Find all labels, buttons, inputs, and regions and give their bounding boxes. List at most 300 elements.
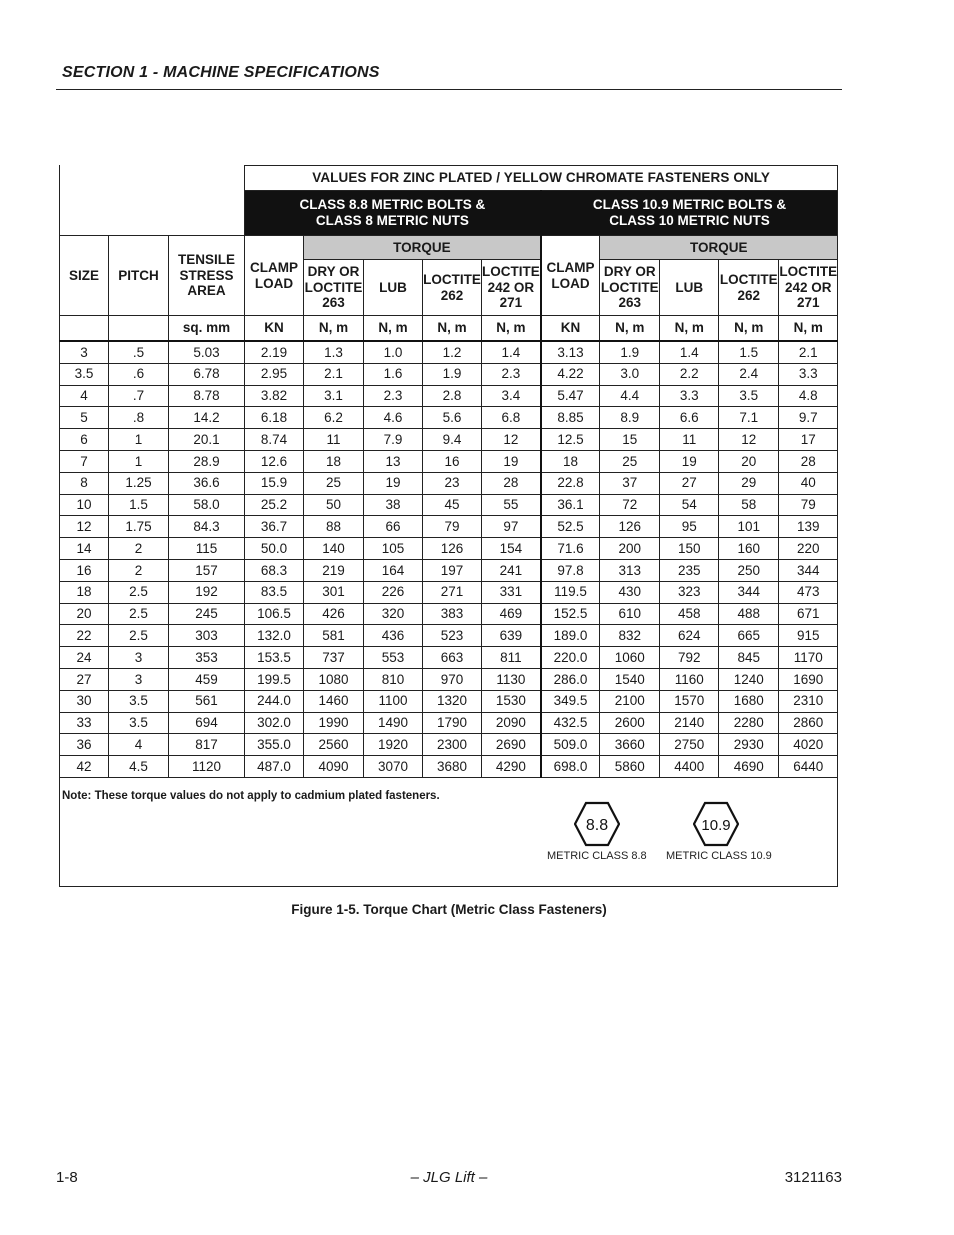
table-cell: 1.3	[304, 341, 364, 363]
table-cell: 20	[60, 603, 109, 625]
table-cell: 12.5	[541, 429, 600, 451]
header-line: TENSILE	[177, 252, 235, 268]
table-cell: 6.78	[169, 363, 245, 385]
table-row	[60, 363, 838, 385]
table-cell: 553	[364, 647, 423, 669]
table-cell: 192	[169, 581, 245, 603]
table-cell: 153.5	[245, 647, 304, 669]
figure-caption: Figure 1-5. Torque Chart (Metric Class Fasteners)	[291, 902, 607, 917]
table-row	[60, 603, 838, 625]
table-cell: 1160	[660, 668, 719, 690]
table-cell: 68.3	[245, 559, 304, 581]
table-row	[60, 668, 838, 690]
table-cell: 71.6	[541, 538, 600, 560]
column-header-clamp-load	[541, 236, 600, 316]
table-cell: 737	[304, 647, 364, 669]
table-cell: 458	[660, 603, 719, 625]
table-cell: 29	[719, 472, 779, 494]
header-line: LOCTITE	[600, 279, 659, 295]
table-cell: 22	[60, 625, 109, 647]
torque-col-loctite-262	[719, 260, 779, 316]
table-cell: 5.6	[423, 407, 482, 429]
table-cell: 1	[109, 429, 169, 451]
table-cell: 119.5	[541, 581, 600, 603]
header-line: DRY OR	[307, 264, 360, 280]
table-cell: 5.47	[541, 385, 600, 407]
header-line: 262	[440, 287, 464, 303]
table-cell: 610	[600, 603, 660, 625]
table-cell: 3.0	[600, 363, 660, 385]
table-cell: 6	[60, 429, 109, 451]
table-cell: 20	[719, 450, 779, 472]
table-cell: 28	[482, 472, 541, 494]
table-cell: 1990	[304, 712, 364, 734]
table-cell: 6440	[779, 756, 838, 778]
table-cell: 250	[719, 559, 779, 581]
table-cell: 488	[719, 603, 779, 625]
table-cell: 487.0	[245, 756, 304, 778]
table-cell: 197	[423, 559, 482, 581]
table-cell: 436	[364, 625, 423, 647]
table-cell: 132.0	[245, 625, 304, 647]
table-cell: 1080	[304, 668, 364, 690]
table-cell: 160	[719, 538, 779, 560]
table-cell: 344	[719, 581, 779, 603]
table-cell: 244.0	[245, 690, 304, 712]
table-cell: 2090	[482, 712, 541, 734]
table-cell: 19	[364, 472, 423, 494]
table-cell: 3.5	[60, 363, 109, 385]
table-row	[60, 690, 838, 712]
table-cell: 97.8	[541, 559, 600, 581]
table-cell: 469	[482, 603, 541, 625]
torque-header: TORQUE	[304, 236, 541, 260]
table-cell: 27	[60, 668, 109, 690]
table-cell: 16	[60, 559, 109, 581]
table-cell: 1.0	[364, 341, 423, 363]
table-cell: 154	[482, 538, 541, 560]
table-cell: 3.82	[245, 385, 304, 407]
table-cell: 430	[600, 581, 660, 603]
table-cell: 8.74	[245, 429, 304, 451]
table-cell: 3.4	[482, 385, 541, 407]
table-cell: 3.3	[660, 385, 719, 407]
table-cell: 3070	[364, 756, 423, 778]
table-cell: 302.0	[245, 712, 304, 734]
table-cell: 28	[779, 450, 838, 472]
header-line: AREA	[187, 283, 226, 299]
table-cell: 10	[60, 494, 109, 516]
header-line: CLAMP	[250, 259, 298, 275]
table-cell: 970	[423, 668, 482, 690]
table-cell: 1130	[482, 668, 541, 690]
table-cell: 1120	[169, 756, 245, 778]
table-cell: .8	[109, 407, 169, 429]
table-cell: 2560	[304, 734, 364, 756]
table-cell: 3	[109, 647, 169, 669]
table-row	[60, 559, 838, 581]
table-cell: 1.6	[364, 363, 423, 385]
table-cell: 1.5	[719, 341, 779, 363]
table-cell: 313	[600, 559, 660, 581]
badge-mark-8-8: 8.8	[585, 817, 609, 834]
header-line: LUB	[379, 279, 407, 295]
table-cell: 624	[660, 625, 719, 647]
page-number: 1-8	[56, 1169, 78, 1186]
table-cell: 8.78	[169, 385, 245, 407]
table-cell: 5	[60, 407, 109, 429]
header-line: 271	[499, 295, 523, 311]
table-cell: 25	[600, 450, 660, 472]
table-cell: 2100	[600, 690, 660, 712]
table-cell: 2.8	[423, 385, 482, 407]
table-row	[60, 647, 838, 669]
table-cell: 126	[423, 538, 482, 560]
table-cell: 18	[60, 581, 109, 603]
unit-cell-blank	[109, 316, 169, 342]
unit-cell: N, m	[779, 316, 838, 342]
metric-class-10-9-hex-icon	[693, 801, 739, 847]
table-row	[60, 385, 838, 407]
table-cell: 37	[600, 472, 660, 494]
table-cell: 11	[304, 429, 364, 451]
table-cell: 5.03	[169, 341, 245, 363]
table-cell: 66	[364, 516, 423, 538]
table-cell: 27	[660, 472, 719, 494]
section-divider	[56, 89, 842, 90]
table-cell: 115	[169, 538, 245, 560]
header-line: 242 OR	[487, 279, 535, 295]
torque-header: TORQUE	[600, 236, 838, 260]
table-cell: 2.3	[364, 385, 423, 407]
badge-mark-10-9: 10.9	[701, 817, 731, 834]
unit-cell: N, m	[364, 316, 423, 342]
table-cell: 14	[60, 538, 109, 560]
torque-table	[59, 165, 838, 778]
table-cell: 38	[364, 494, 423, 516]
footer-publisher: – JLG Lift –	[410, 1169, 488, 1186]
table-cell: 7.1	[719, 407, 779, 429]
table-cell: 663	[423, 647, 482, 669]
table-cell: 353	[169, 647, 245, 669]
table-cell: 4400	[660, 756, 719, 778]
header-line: LOCTITE	[423, 271, 481, 287]
table-cell: 4	[60, 385, 109, 407]
table-cell: 6.2	[304, 407, 364, 429]
torque-col-loctite-262	[423, 260, 482, 316]
table-cell: 200	[600, 538, 660, 560]
table-cell: 271	[423, 581, 482, 603]
table-cell: 36.7	[245, 516, 304, 538]
table-cell: 6.8	[482, 407, 541, 429]
column-header-clamp-load	[245, 236, 304, 316]
table-cell: 2930	[719, 734, 779, 756]
unit-cell: N, m	[423, 316, 482, 342]
header-line: LOAD	[551, 275, 590, 291]
unit-cell: N, m	[482, 316, 541, 342]
table-cell: 30	[60, 690, 109, 712]
table-cell: 1170	[779, 647, 838, 669]
table-cell: 33	[60, 712, 109, 734]
table-cell: 14.2	[169, 407, 245, 429]
table-cell: 331	[482, 581, 541, 603]
table-cell: 1.75	[109, 516, 169, 538]
table-cell: 2.5	[109, 625, 169, 647]
table-cell: .7	[109, 385, 169, 407]
group-header-line: CLASS 10.9 METRIC BOLTS &	[592, 197, 787, 213]
table-cell: 3.13	[541, 341, 600, 363]
table-cell: 303	[169, 625, 245, 647]
table-cell: 301	[304, 581, 364, 603]
table-cell: 915	[779, 625, 838, 647]
table-cell: 5860	[600, 756, 660, 778]
table-cell: 199.5	[245, 668, 304, 690]
table-cell: 18	[541, 450, 600, 472]
table-cell: 189.0	[541, 625, 600, 647]
table-cell: 694	[169, 712, 245, 734]
badge-label-10-9: METRIC CLASS 10.9	[666, 850, 772, 862]
group-header-line: CLASS 8.8 METRIC BOLTS &	[299, 197, 486, 213]
table-row	[60, 407, 838, 429]
table-cell: 157	[169, 559, 245, 581]
table-cell: 12	[719, 429, 779, 451]
table-row	[60, 516, 838, 538]
table-cell: 4090	[304, 756, 364, 778]
table-cell: .5	[109, 341, 169, 363]
table-row	[60, 756, 838, 778]
table-cell: 52.5	[541, 516, 600, 538]
table-cell: 1	[109, 450, 169, 472]
table-cell: 126	[600, 516, 660, 538]
unit-cell: N, m	[660, 316, 719, 342]
unit-cell: sq. mm	[169, 316, 245, 342]
table-cell: 810	[364, 668, 423, 690]
table-cell: 4	[109, 734, 169, 756]
table-cell: 2860	[779, 712, 838, 734]
table-cell: 509.0	[541, 734, 600, 756]
table-cell: 79	[779, 494, 838, 516]
table-row	[60, 734, 838, 756]
header-line: LOCTITE	[779, 264, 838, 280]
table-cell: 19	[482, 450, 541, 472]
table-cell: 817	[169, 734, 245, 756]
table-cell: 2310	[779, 690, 838, 712]
table-cell: 4020	[779, 734, 838, 756]
table-cell: 2.19	[245, 341, 304, 363]
table-cell: 7	[60, 450, 109, 472]
header-line: 263	[618, 295, 642, 311]
header-line: LOCTITE	[482, 264, 540, 280]
torque-col-lub	[364, 260, 423, 316]
table-cell: 426	[304, 603, 364, 625]
table-cell: 1.9	[600, 341, 660, 363]
table-cell: 18	[304, 450, 364, 472]
table-cell: 25	[304, 472, 364, 494]
table-cell: 344	[779, 559, 838, 581]
table-cell: 6.6	[660, 407, 719, 429]
table-cell: 7.9	[364, 429, 423, 451]
table-cell: 106.5	[245, 603, 304, 625]
table-cell: 6.18	[245, 407, 304, 429]
table-cell: 4690	[719, 756, 779, 778]
table-cell: 16	[423, 450, 482, 472]
table-top-title: VALUES FOR ZINC PLATED / YELLOW CHROMATE FASTENERS ONLY	[245, 166, 838, 191]
table-cell: 45	[423, 494, 482, 516]
table-row	[60, 712, 838, 734]
table-cell: 8.85	[541, 407, 600, 429]
table-cell: 1490	[364, 712, 423, 734]
table-cell: 3660	[600, 734, 660, 756]
table-cell: 235	[660, 559, 719, 581]
table-cell: 36.1	[541, 494, 600, 516]
table-row	[60, 450, 838, 472]
table-cell: 58	[719, 494, 779, 516]
unit-cell: N, m	[719, 316, 779, 342]
table-cell: 20.1	[169, 429, 245, 451]
table-cell: 845	[719, 647, 779, 669]
group-header-class-8-8	[245, 191, 541, 236]
unit-cell-blank	[60, 316, 109, 342]
table-cell: 1.4	[482, 341, 541, 363]
table-cell: 226	[364, 581, 423, 603]
torque-col-lub	[660, 260, 719, 316]
table-cell: 581	[304, 625, 364, 647]
table-cell: 1460	[304, 690, 364, 712]
header-line: 262	[737, 287, 761, 303]
table-cell: 88	[304, 516, 364, 538]
torque-col-loctite-242	[482, 260, 541, 316]
table-cell: 1540	[600, 668, 660, 690]
table-cell: 4.6	[364, 407, 423, 429]
table-cell: 2300	[423, 734, 482, 756]
table-cell: 50	[304, 494, 364, 516]
unit-cell: KN	[541, 316, 600, 342]
metric-class-8-8-hex-icon	[574, 801, 620, 847]
table-cell: 13	[364, 450, 423, 472]
unit-cell: N, m	[600, 316, 660, 342]
header-line: LOCTITE	[719, 271, 778, 287]
table-cell: 220.0	[541, 647, 600, 669]
table-cell: 97	[482, 516, 541, 538]
badge-label-8-8: METRIC CLASS 8.8	[547, 850, 647, 862]
table-cell: 832	[600, 625, 660, 647]
table-cell: 17	[779, 429, 838, 451]
table-cell: 2.1	[304, 363, 364, 385]
table-cell: 698.0	[541, 756, 600, 778]
table-cell: 323	[660, 581, 719, 603]
table-cell: 4.22	[541, 363, 600, 385]
table-cell: 12	[482, 429, 541, 451]
table-cell: 2750	[660, 734, 719, 756]
table-cell: 4.5	[109, 756, 169, 778]
table-cell: 36	[60, 734, 109, 756]
table-cell: 220	[779, 538, 838, 560]
header-line: 271	[796, 295, 820, 311]
table-cell: 245	[169, 603, 245, 625]
torque-col-dry	[304, 260, 364, 316]
table-cell: 164	[364, 559, 423, 581]
table-cell: 432.5	[541, 712, 600, 734]
table-cell: 1060	[600, 647, 660, 669]
table-cell: 9.7	[779, 407, 838, 429]
table-cell: 2	[109, 559, 169, 581]
header-line: DRY OR	[603, 264, 656, 280]
header-line: CLAMP	[546, 259, 595, 275]
table-cell: 28.9	[169, 450, 245, 472]
table-cell: 1100	[364, 690, 423, 712]
table-cell: 355.0	[245, 734, 304, 756]
column-header-tensile	[169, 236, 245, 316]
table-cell: 1.9	[423, 363, 482, 385]
table-cell: 3.5	[109, 690, 169, 712]
table-cell: 140	[304, 538, 364, 560]
table-cell: 2140	[660, 712, 719, 734]
table-row	[60, 538, 838, 560]
header-line: LOCTITE	[304, 279, 363, 295]
table-cell: 4.8	[779, 385, 838, 407]
table-cell: 1530	[482, 690, 541, 712]
table-row	[60, 625, 838, 647]
table-cell: 8.9	[600, 407, 660, 429]
table-cell: 19	[660, 450, 719, 472]
table-cell: 11	[660, 429, 719, 451]
table-cell: 1.4	[660, 341, 719, 363]
table-cell: 9.4	[423, 429, 482, 451]
table-cell: 36.6	[169, 472, 245, 494]
table-cell: 1.2	[423, 341, 482, 363]
table-cell: 523	[423, 625, 482, 647]
table-cell: 72	[600, 494, 660, 516]
table-cell: 1320	[423, 690, 482, 712]
table-row	[60, 494, 838, 516]
table-cell: 2.5	[109, 581, 169, 603]
table-cell: 101	[719, 516, 779, 538]
document-number: 3121163	[784, 1169, 842, 1186]
table-cell: 3680	[423, 756, 482, 778]
table-cell: 792	[660, 647, 719, 669]
table-cell: 84.3	[169, 516, 245, 538]
table-cell: 50.0	[245, 538, 304, 560]
table-cell: 83.5	[245, 581, 304, 603]
table-cell: 2.5	[109, 603, 169, 625]
table-cell: 349.5	[541, 690, 600, 712]
table-cell: 671	[779, 603, 838, 625]
header-line: LOAD	[254, 275, 294, 291]
table-cell: 12	[60, 516, 109, 538]
column-header-pitch: PITCH	[109, 236, 169, 316]
table-cell: 3.1	[304, 385, 364, 407]
table-cell: 3	[60, 341, 109, 363]
table-cell: 561	[169, 690, 245, 712]
group-header-line: CLASS 8 METRIC NUTS	[315, 213, 469, 228]
table-note: Note: These torque values do not apply to cadmium plated fasteners.	[62, 790, 440, 802]
table-row	[60, 472, 838, 494]
table-cell: 665	[719, 625, 779, 647]
table-cell: 139	[779, 516, 838, 538]
table-cell: .6	[109, 363, 169, 385]
torque-col-loctite-242	[779, 260, 838, 316]
torque-col-dry	[600, 260, 660, 316]
table-cell: 2600	[600, 712, 660, 734]
header-line: 242 OR	[784, 279, 832, 295]
table-cell: 459	[169, 668, 245, 690]
table-cell: 1790	[423, 712, 482, 734]
table-cell: 241	[482, 559, 541, 581]
table-cell: 286.0	[541, 668, 600, 690]
header-line: STRESS	[179, 267, 234, 283]
table-cell: 2.4	[719, 363, 779, 385]
table-cell: 2.1	[779, 341, 838, 363]
